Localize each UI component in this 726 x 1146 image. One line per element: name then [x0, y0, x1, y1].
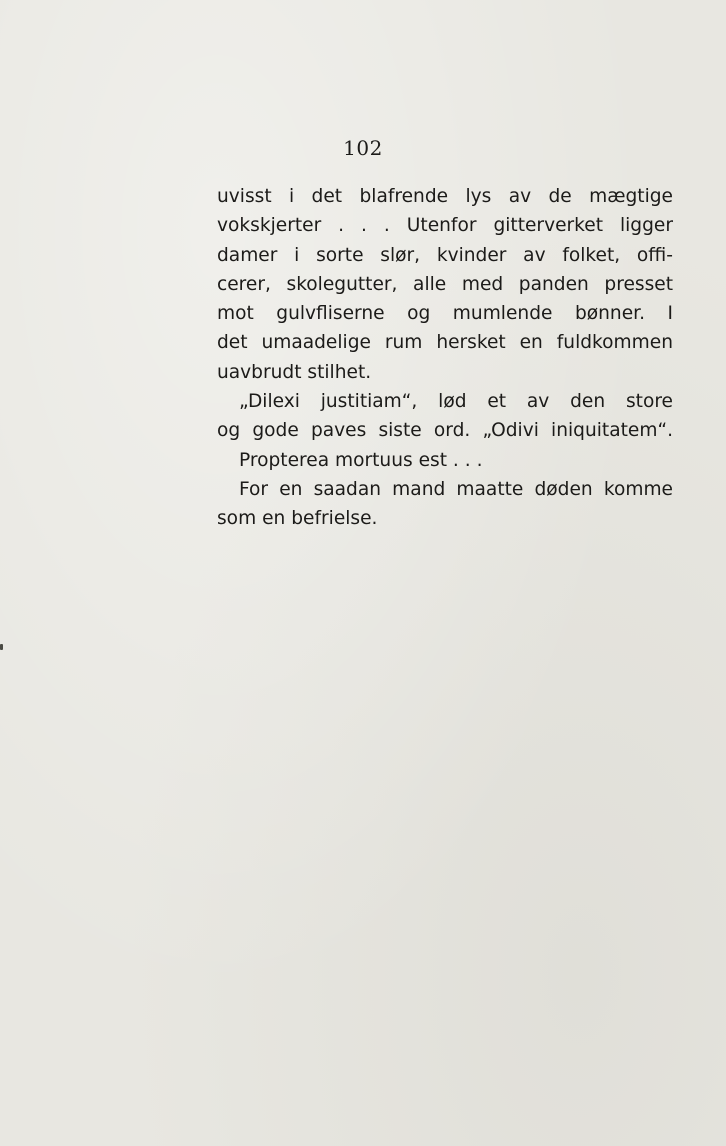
- text-line: damer i sorte slør, kvinder av folket, offi-: [217, 244, 673, 266]
- text-line: cerer, skolegutter, alle med panden presset: [217, 273, 673, 295]
- text-line: Propterea mortuus est . . .: [239, 449, 483, 471]
- text-line: „Dilexi justitiam“, lød et av den store: [239, 391, 673, 413]
- page-number: 102: [343, 136, 383, 160]
- text-line: det umaadelige rum hersket en fuldkommen: [217, 332, 673, 354]
- text-line: For en saadan mand maatte døden komme: [239, 478, 673, 500]
- text-line: uavbrudt stilhet.: [217, 361, 372, 383]
- text-line: vokskjerter . . . Utenfor gitterverket ligger: [217, 215, 673, 237]
- paper-speck: [0, 644, 3, 650]
- text-line: og gode paves siste ord. „Odivi iniquitatem“.: [217, 420, 673, 442]
- text-line: uvisst i det blafrende lys av de mægtige: [217, 186, 673, 207]
- text-line: mot gulvfliserne og mumlende bønner. I: [217, 303, 673, 325]
- body-text: [217, 182, 673, 534]
- text-line: som en befrielse.: [217, 508, 378, 530]
